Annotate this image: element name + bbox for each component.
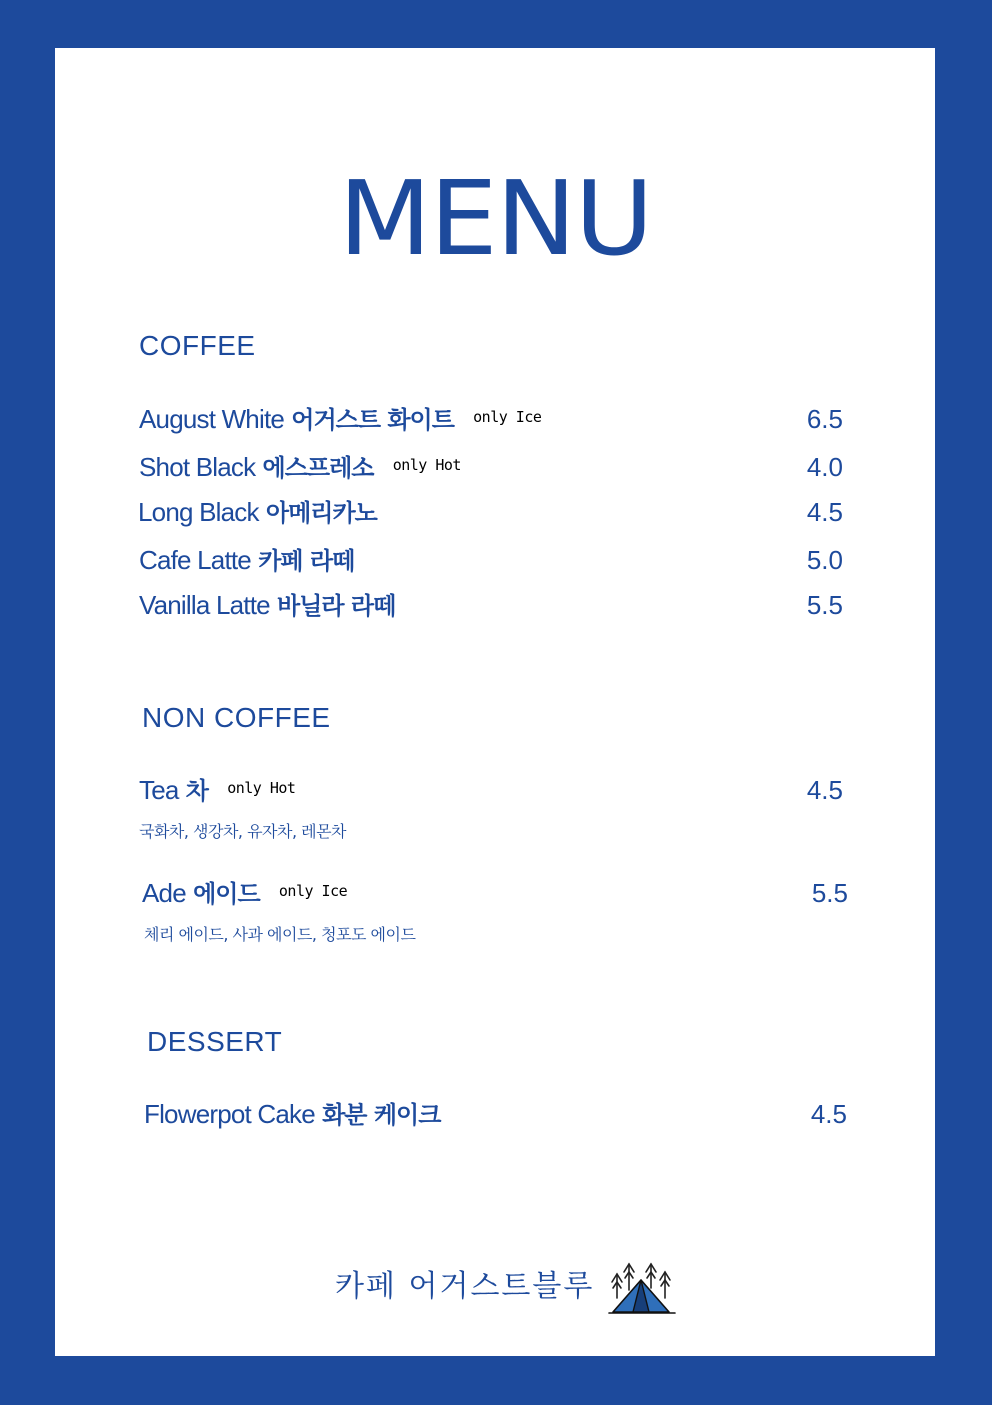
item-name-ko: 바닐라 라떼 <box>277 592 396 620</box>
item-note: only Hot <box>392 456 461 474</box>
item-name-ko: 차 <box>185 777 208 805</box>
item-options: 체리 에이드, 사과 에이드, 청포도 에이드 <box>144 925 416 944</box>
menu-title: MENU <box>338 160 652 279</box>
item-name-ko: 아메리카노 <box>265 499 377 527</box>
menu-item-flowerpot-cake <box>144 1101 440 1127</box>
item-note: only Hot <box>227 779 296 797</box>
menu-sheet <box>55 48 935 1356</box>
item-note: only Ice <box>278 882 348 900</box>
section-heading-non-coffee: NON COFFEE <box>142 702 331 733</box>
item-name-en: Ade <box>142 878 186 908</box>
item-note: only Ice <box>473 408 542 426</box>
item-name-en: Vanilla Latte <box>139 590 270 620</box>
item-price: 5.0 <box>806 545 843 575</box>
menu-item-tea <box>139 777 295 803</box>
menu-item-long-black <box>138 499 377 525</box>
section-heading-dessert: DESSERT <box>147 1026 283 1057</box>
item-name-en: Cafe Latte <box>139 545 251 575</box>
menu-item-shot-black <box>139 454 461 480</box>
item-price: 4.0 <box>806 452 843 482</box>
item-name-en: Tea <box>139 775 179 805</box>
item-name-ko: 화분 케이크 <box>322 1101 441 1129</box>
item-price: 4.5 <box>806 775 843 805</box>
section-heading-coffee: COFFEE <box>139 330 256 361</box>
item-price: 5.5 <box>811 878 848 908</box>
menu-item-august-white <box>139 406 541 432</box>
item-name-ko: 에스프레소 <box>262 454 374 482</box>
item-price: 4.5 <box>806 497 843 527</box>
menu-item-cafe-latte <box>139 547 354 573</box>
cafe-name: 카페 어거스트블루 <box>335 1269 595 1304</box>
item-price: 6.5 <box>806 404 843 434</box>
item-name-en: Long Black <box>138 497 259 527</box>
item-options: 국화차, 생강차, 유자차, 레몬차 <box>139 822 346 841</box>
item-name-en: August White <box>139 404 285 434</box>
item-name-ko: 어거스트 화이트 <box>291 406 454 434</box>
tent-icon <box>607 1258 677 1318</box>
item-price: 5.5 <box>806 590 843 620</box>
item-name-en: Shot Black <box>139 452 256 482</box>
menu-item-vanilla-latte <box>139 592 395 618</box>
menu-item-ade <box>142 880 347 906</box>
item-name-ko: 에이드 <box>193 880 260 908</box>
item-name-en: Flowerpot Cake <box>144 1099 315 1129</box>
item-name-ko: 카페 라떼 <box>258 547 355 575</box>
item-price: 4.5 <box>810 1099 847 1129</box>
